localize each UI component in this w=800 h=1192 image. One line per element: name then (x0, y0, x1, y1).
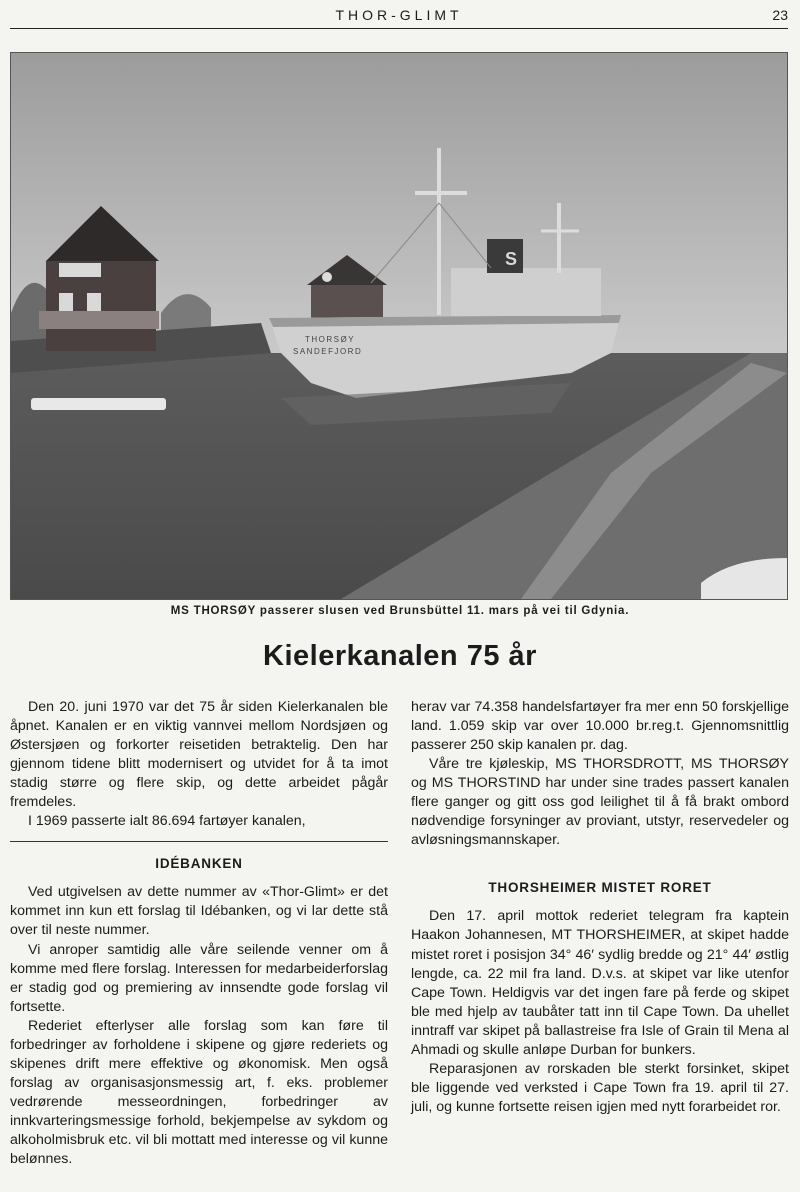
idebanken-heading: IDÉBANKEN (155, 856, 243, 872)
kiel-paragraph: Våre tre kjøleskip, MS THORSDROTT, MS THORSØY og MS THORSTIND har under sine trades passert kanalen flere ganger og gitt oss god leilighet til å få brakt ombord nødvendige forsyninger av proviant, utstyr, reservedeler og avløsningsmannskaper. (411, 756, 789, 849)
kiel-paragraph: I 1969 passerte ialt 86.694 fartøyer kanalen, (28, 813, 306, 830)
hull-port: SANDEFJORD (293, 347, 363, 356)
section-divider (10, 841, 388, 842)
page-header (10, 0, 788, 29)
thorsheimer-paragraph: Reparasjonen av rorskaden ble sterkt forsinket, skipet ble liggende ved verksted i Cape Town fra 19. april til 27. juli, og kunne fortsette reisen igjen med nytt forarbeidet ror. (411, 1060, 789, 1115)
funnel-mark: S (504, 249, 518, 269)
idebanken-paragraph: Rederiet efterlyser alle forslag som kan føre til forbedringer av forholdene i skipene og gjøre rederiets og skipenes drift mere effektive og økonomisk. Men også forslag av organisasjonsmessig art, f. eks. problemer vedrørende messeordningen, forbedringer av innkvarteringsmessige forhold, bekjempelse av sykdom og alkoholmisbruk etc. vil bli mottatt med interesse og vil kunne belønnes. (10, 1017, 388, 1168)
ship-photo-drawing (11, 53, 787, 599)
right-column (411, 698, 789, 1117)
left-column (10, 698, 388, 1169)
photo-caption: MS THORSØY passerer slusen ved Brunsbüttel 11. mars på vei til Gdynia. (170, 605, 630, 617)
idebanken-paragraph: Ved utgivelsen av dette nummer av «Thor-Glimt» er det kommet inn kun ett forslag til Idébanken, og vi lar dette stå over til neste nummer. (10, 884, 388, 939)
article-title: Kielerkanalen 75 år (263, 640, 537, 672)
running-title: THOR-GLIMT (335, 7, 463, 23)
page-number: 23 (772, 7, 788, 23)
ship-photo (10, 52, 788, 600)
idebanken-paragraph: Vi anroper samtidig alle våre seilende venner om å komme med flere forslag. Interessen for medarbeiderforslag er stadig god og premiering av innsendte gode forslag vil fortsette. (10, 941, 388, 1015)
thorsheimer-paragraph: Den 17. april mottok rederiet telegram fra kaptein Haakon Johannesen, MT THORSHEIMER, at skipet hadde mistet roret i posisjon 34° 46′ sydlig bredde og 21° 44′ østlig lengde, ca. 22 mil fra land. D.v.s. at skipet var like utenfor Cape Town. Heldigvis var det ingen fare på ferde og skipet ble med hjelp av taubåter tatt inn til Cape Town. Da uhellet inntraff var skipet på ballastreise fra Isle of Grain til Mena al Ahmadi og skulle anløpe Durban for bunkers. (411, 908, 789, 1058)
kiel-paragraph: herav var 74.358 handelsfartøyer fra mer enn 50 forskjellige land. 1.059 skip var over 10.000 br.reg.t. Gjennomsnittlig passerer 250 skip kanalen pr. dag. (411, 699, 789, 754)
thorsheimer-heading: THORSHEIMER MISTET RORET (488, 880, 712, 896)
hull-name: THORSØY (305, 335, 356, 344)
kiel-paragraph: Den 20. juni 1970 var det 75 år siden Kielerkanalen ble åpnet. Kanalen er en viktig vannvei mellom Nordsjøen og Østersjøen og forkorter reisetiden betraktelig. Den har gjennom tidene blitt modernisert og utvidet for å ta imot stadig større og flere skip, og dette arbeidet pågår fremdeles. (10, 699, 388, 811)
